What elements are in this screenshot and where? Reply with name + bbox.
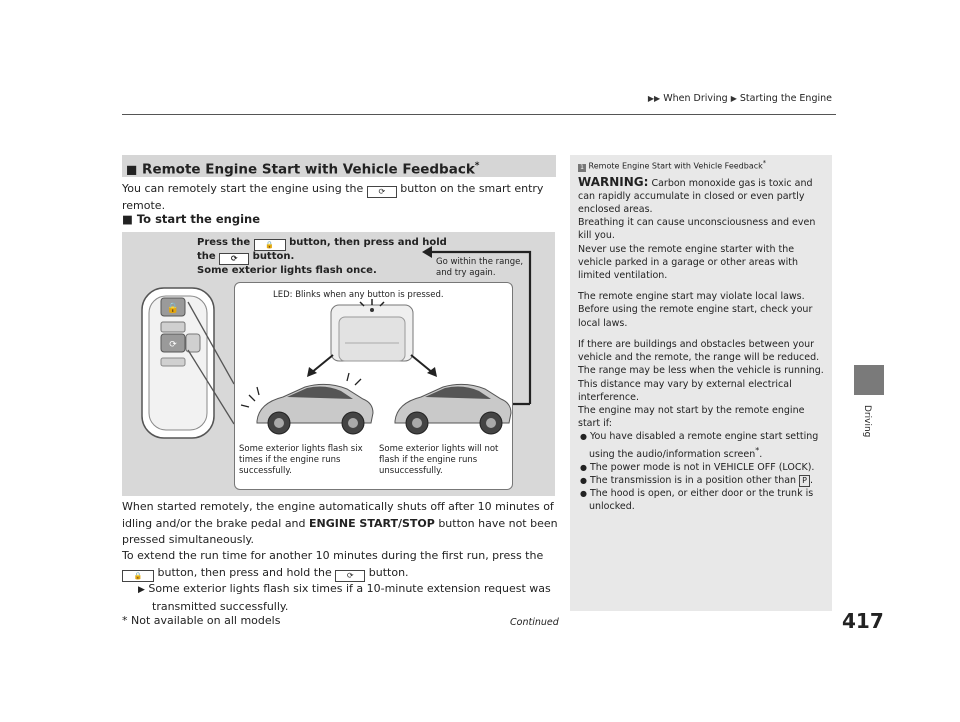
section-title: Remote Engine Start with Vehicle Feedback xyxy=(142,161,475,178)
chapter-tab-marker xyxy=(854,365,884,395)
press-instruction-callout xyxy=(197,237,447,278)
body-text-3: To extend the run time for another 10 minutes during the first run, press the xyxy=(122,549,544,562)
engine-start-button-icon: ⟳ xyxy=(219,253,249,265)
warning-text: Carbon monoxide gas is toxic and can rapidly accumulate in closed or even partly enclosed areas. xyxy=(578,177,813,216)
chapter-tab-text: Driving xyxy=(862,405,872,438)
breadcrumb-arrow-icon: ▶▶ xyxy=(647,94,661,103)
continued-label: Continued xyxy=(510,617,559,628)
car-lights-flashing-icon xyxy=(241,373,373,434)
svg-text:⟳: ⟳ xyxy=(169,340,177,350)
engine-start-button-icon: ⟳ xyxy=(367,186,397,198)
body-text-5: button. xyxy=(368,565,409,579)
breadcrumb xyxy=(648,93,832,104)
not-start-conditions xyxy=(578,430,824,513)
not-start-paragraph: The engine may not start by the remote engine start if: xyxy=(578,404,805,430)
success-caption: Some exterior lights flash six times if the engine runs successfully. xyxy=(239,444,363,476)
warning-line-3: Never use the remote engine starter with the vehicle parked in a garage or other areas with limited ventilation. xyxy=(578,243,799,282)
chapter-tab-label xyxy=(858,405,878,465)
warning-paragraph xyxy=(578,176,824,217)
range-paragraph: If there are buildings and obstacles between your vehicle and the remote, the range will be reduced. The range may be less when the vehicle is running. This distance may vary by external electrical interference. xyxy=(578,338,824,403)
list-item xyxy=(578,474,824,487)
bullet-1-end: . xyxy=(759,448,763,460)
car-no-lights-icon xyxy=(395,384,511,434)
reference-title: Remote Engine Start with Vehicle Feedback xyxy=(588,161,763,171)
list-item: ● The hood is open, or either door or the trunk is unlocked. xyxy=(578,487,824,513)
park-position-icon: P xyxy=(799,475,810,487)
body-text-4: button, then press and hold the xyxy=(157,565,332,579)
page-number: 417 xyxy=(842,609,884,633)
intro-text-2: button on the smart entry remote. xyxy=(122,182,544,212)
subsection-title: ■ To start the engine xyxy=(122,212,260,226)
press-text-5: Some exterior lights flash once. xyxy=(197,265,377,276)
body-text-2: button have not been pressed simultaneously. xyxy=(122,516,558,546)
remote-led-icon xyxy=(331,299,413,361)
warning-label: WARNING: xyxy=(578,174,649,189)
smart-entry-remote-icon xyxy=(142,288,214,438)
bullet-3-end: . xyxy=(809,475,813,487)
body-paragraph-1 xyxy=(122,499,562,549)
availability-asterisk: * xyxy=(474,161,480,171)
warning-line-2: Breathing it can cause unconsciousness and even kill you. xyxy=(578,217,816,242)
bullet-1-text: You have disabled a remote engine start setting using the audio/information screen xyxy=(589,431,819,460)
engine-start-button-icon: ⟳ xyxy=(335,570,365,582)
failure-caption: Some exterior lights will not flash if the engine runs unsuccessfully. xyxy=(379,444,499,476)
breadcrumb-item-starting-engine[interactable]: Starting the Engine xyxy=(739,93,832,104)
section-heading xyxy=(122,155,556,177)
laws-paragraph: The remote engine start may violate local laws. Before using the remote engine start, check your local laws. xyxy=(578,291,813,329)
sidebar-reference xyxy=(578,159,824,172)
breadcrumb-item-when-driving[interactable]: When Driving xyxy=(663,93,728,104)
section-square-icon: ■ xyxy=(126,162,138,177)
remote-start-illustration xyxy=(122,232,555,496)
reference-number-icon: 1 xyxy=(578,164,586,172)
body-paragraph-2 xyxy=(122,548,562,582)
result-arrow-icon: ▶ xyxy=(138,585,145,595)
intro-text-1: You can remotely start the engine using the xyxy=(122,182,364,195)
bullet-3-text: The transmission is in a position other than xyxy=(589,475,797,487)
press-text-2: button, then press and hold xyxy=(289,237,447,248)
result-text: Some exterior lights flash six times if a 10-minute extension request was transmitted successfully. xyxy=(148,582,551,613)
reference-asterisk: * xyxy=(762,159,767,167)
press-text-3: the xyxy=(197,251,216,262)
press-text-4: button. xyxy=(252,251,295,262)
press-text-1: Press the xyxy=(197,237,251,248)
notes-sidebar xyxy=(570,155,832,611)
breadcrumb-arrow-icon: ▶ xyxy=(730,94,737,103)
result-note xyxy=(136,581,556,615)
range-callout: Go within the range, and try again. xyxy=(436,257,524,278)
body-text-1: When started remotely, the engine automatically shuts off after 10 minutes of idling and/or the brake pedal and xyxy=(122,500,554,530)
svg-text:🔒: 🔒 xyxy=(166,303,180,314)
intro-paragraph xyxy=(122,181,562,215)
engine-start-stop-label: ENGINE START/STOP xyxy=(309,516,435,530)
led-note: LED: Blinks when any button is pressed. xyxy=(273,290,444,300)
bullet-1-asterisk: * xyxy=(755,445,760,455)
header-divider xyxy=(122,114,836,115)
footnote: * Not available on all models xyxy=(122,614,281,627)
feedback-panel xyxy=(234,282,513,490)
list-item xyxy=(578,430,824,461)
lock-button-icon: 🔒 xyxy=(122,570,154,582)
list-item: ● The power mode is not in VEHICLE OFF (LOCK). xyxy=(578,461,824,474)
lock-button-icon: 🔒 xyxy=(254,239,286,251)
